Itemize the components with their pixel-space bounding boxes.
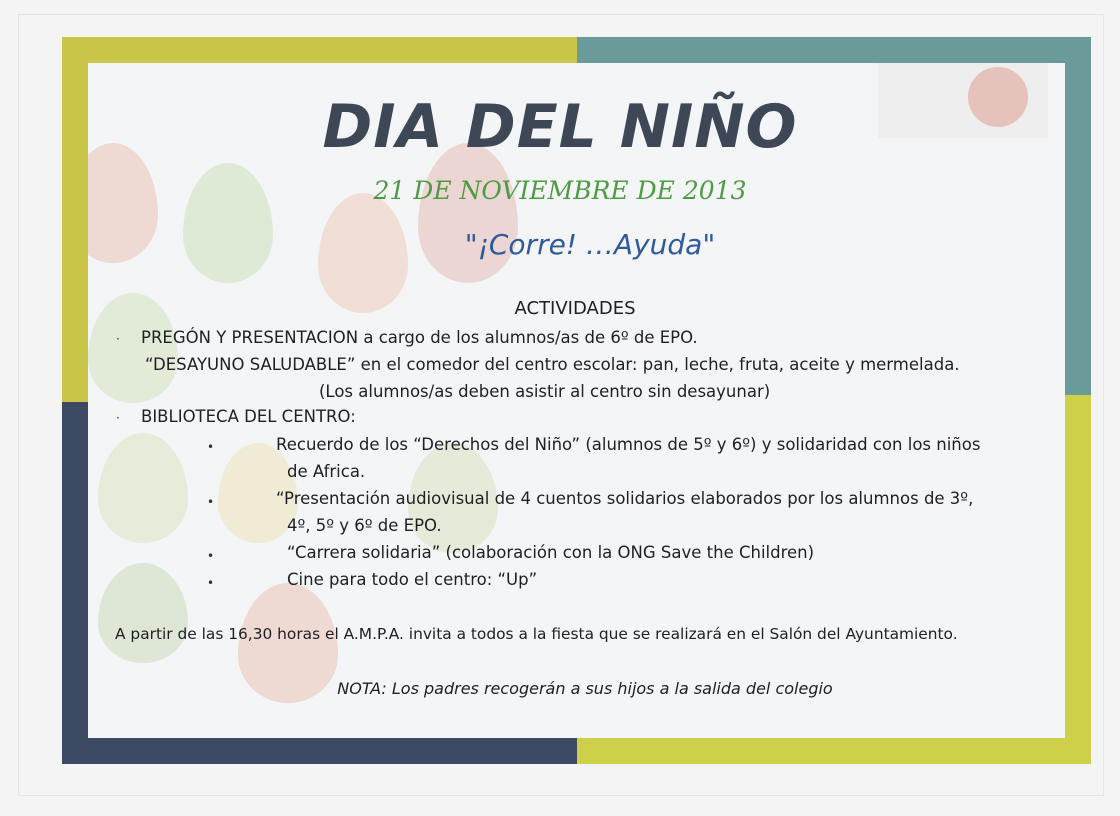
activities-heading: ACTIVIDADES — [514, 298, 636, 319]
library-item-audiovisual: “Presentación audiovisual de 4 cuentos solidarios elaborados por los alumnos de 3º, — [276, 489, 974, 508]
poster-title: DIA DEL NIÑO — [322, 92, 798, 162]
library-item-derechos-cont: de Africa. — [287, 462, 366, 481]
bullet-dot: • — [207, 576, 215, 590]
bullet-dot: · — [116, 332, 120, 346]
parents-note: NOTA: Los padres recogerán a sus hijos a la salida del colegio — [337, 679, 833, 698]
event-date: 21 DE NOVIEMBRE DE 2013 — [373, 176, 747, 205]
library-item-cine: Cine para todo el centro: “Up” — [287, 570, 538, 589]
activity-item-desayuno: “DESAYUNO SALUDABLE” en el comedor del centro escolar: pan, leche, fruta, aceite y mermelada. — [145, 355, 960, 374]
bullet-dot: · — [116, 411, 120, 425]
activity-item-pregon: PREGÓN Y PRESENTACION a cargo de los alumnos/as de 6º de EPO. — [141, 328, 698, 347]
activity-item-biblioteca: BIBLIOTECA DEL CENTRO: — [141, 407, 356, 426]
library-item-derechos: Recuerdo de los “Derechos del Niño” (alumnos de 5º y 6º) y solidaridad con los niños — [276, 435, 981, 454]
bullet-dot: • — [207, 549, 215, 563]
library-item-carrera: “Carrera solidaria” (colaboración con la ONG Save the Children) — [287, 543, 815, 562]
bullet-dot: • — [207, 440, 215, 454]
library-item-audiovisual-cont: 4º, 5º y 6º de EPO. — [287, 516, 442, 535]
bullet-dot: • — [207, 495, 215, 509]
ampa-invitation: A partir de las 16,30 horas el A.M.P.A. invita a todos a la fiesta que se realizará en el Salón del Ayuntamiento. — [115, 625, 958, 643]
slogan: "¡Corre! …Ayuda" — [464, 228, 716, 261]
activity-item-desayuno-note: (Los alumnos/as deben asistir al centro sin desayunar) — [319, 382, 771, 401]
